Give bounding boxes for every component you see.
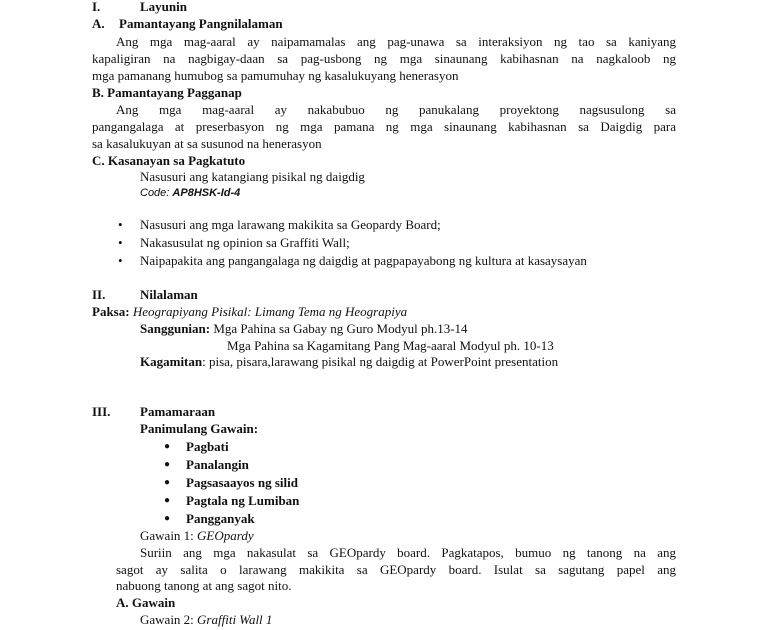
sanggunian-value-2: Mga Pahina sa Kagamitang Pang Mag-aaral Modyul ph. 10-13 [227, 338, 554, 353]
paksa-value: Heograpiyang Pisikal: Limang Tema ng Heograpiya [132, 304, 408, 319]
competency-code-value: AP8HSK-Id-4 [172, 187, 241, 199]
gawain-1-instructions-line-2: sagot ay salita o larawang makikita sa GEOpardy board. Isulat sa sagutang papel ang [116, 562, 676, 577]
section-title-layunin: Layunin [140, 0, 187, 14]
subsection-title-pagganap: B. Pamantayang Pagganap [92, 85, 242, 100]
sanggunian-label: Sanggunian: [140, 321, 211, 336]
section-title-nilalaman: Nilalaman [140, 287, 198, 302]
gawain-1-instructions-line-1: Suriin ang mga nakasulat sa GEOpardy board. Pagkatapos, bumuo ng tanong na ang [140, 545, 676, 560]
sanggunian-line-1 [140, 320, 468, 337]
competency-code-label: Code: [140, 187, 170, 199]
gawain-a-title: A. Gawain [116, 595, 176, 610]
pagganap-line-3: sa kasalukuyan at sa susunod na henerasyon [92, 136, 322, 151]
gawain-2-name: Graffiti Wall 1 [197, 612, 273, 627]
gawain-1-line [140, 527, 254, 544]
gawain-1-name: GEOpardy [197, 528, 254, 543]
subsection-title-kasanayan: C. Kasanayan sa Pagkatuto [92, 153, 246, 168]
subsection-title-pangnilalaman: Pamantayang Pangnilalaman [119, 16, 283, 31]
kagamitan-label: Kagamitan [140, 354, 203, 369]
pagganap-line-2: pangangalaga at preserbasyon ng mga pamana ng mga sinaunang kabihasnan sa Daigdig para [92, 119, 676, 134]
section-number-3: III. [92, 404, 111, 419]
subsection-letter-a: A. [92, 16, 105, 31]
gawain-1-label: Gawain 1: [140, 528, 194, 543]
routine-item-4: ● Pagtala ng Lumiban [186, 492, 299, 509]
objective-bullet-1: • Nasusuri ang mga larawang makikita sa Geopardy Board; [140, 216, 441, 233]
objective-bullet-3: • Naipapakita ang pangangalaga ng daigdig at pagpapayabong ng kultura at kasaysayan [140, 252, 587, 269]
gawain-2-label: Gawain 2: [140, 612, 194, 627]
kasanayan-skill: Nasusuri ang katangiang pisikal ng daigdig [140, 169, 365, 184]
section-title-pamamaraan: Pamamaraan [140, 404, 216, 419]
objective-bullet-2: • Nakasusulat ng opinion sa Graffiti Wall; [140, 234, 350, 251]
panimulang-gawain-title: Panimulang Gawain: [140, 421, 259, 436]
kagamitan-value: : pisa, pisara,larawang pisikal ng daigdig at PowerPoint presentation [202, 354, 559, 369]
competency-code [140, 185, 240, 202]
routine-item-3: ● Pagsasaayos ng silid [186, 474, 298, 491]
section-number-1: I. [92, 0, 101, 14]
sanggunian-value-1: Mga Pahina sa Gabay ng Guro Modyul ph.13-14 [213, 321, 468, 336]
paksa-line [92, 303, 407, 320]
gawain-1-instructions-line-3: nabuong tanong at ang sagot nito. [116, 578, 292, 593]
routine-item-5: ● Pangganyak [186, 510, 255, 527]
kagamitan-line [140, 353, 558, 370]
section-number-2: II. [92, 287, 106, 302]
paksa-label: Paksa: [92, 304, 130, 319]
gawain-2-line [140, 611, 272, 628]
routine-item-2: ● Panalangin [186, 456, 249, 473]
pangnilalaman-line-1: Ang mga mag-aaral ay naipamamalas ang pag-unawa sa interaksiyon ng tao sa kaniyang [116, 34, 676, 49]
routine-item-1: ● Pagbati [186, 438, 229, 455]
pangnilalaman-line-3: mga pamanang humubog sa pamumuhay ng kasalukuyang henerasyon [92, 68, 459, 83]
pangnilalaman-line-2: kapaligiran na nagbigay-daan sa pag-usbong ng mga sinaunang kabihasnan na nagkaloob ng [92, 51, 676, 66]
pagganap-line-1: Ang mga mag-aaral ay nakabubuo ng panukalang proyektong nagsusulong sa [116, 102, 676, 117]
